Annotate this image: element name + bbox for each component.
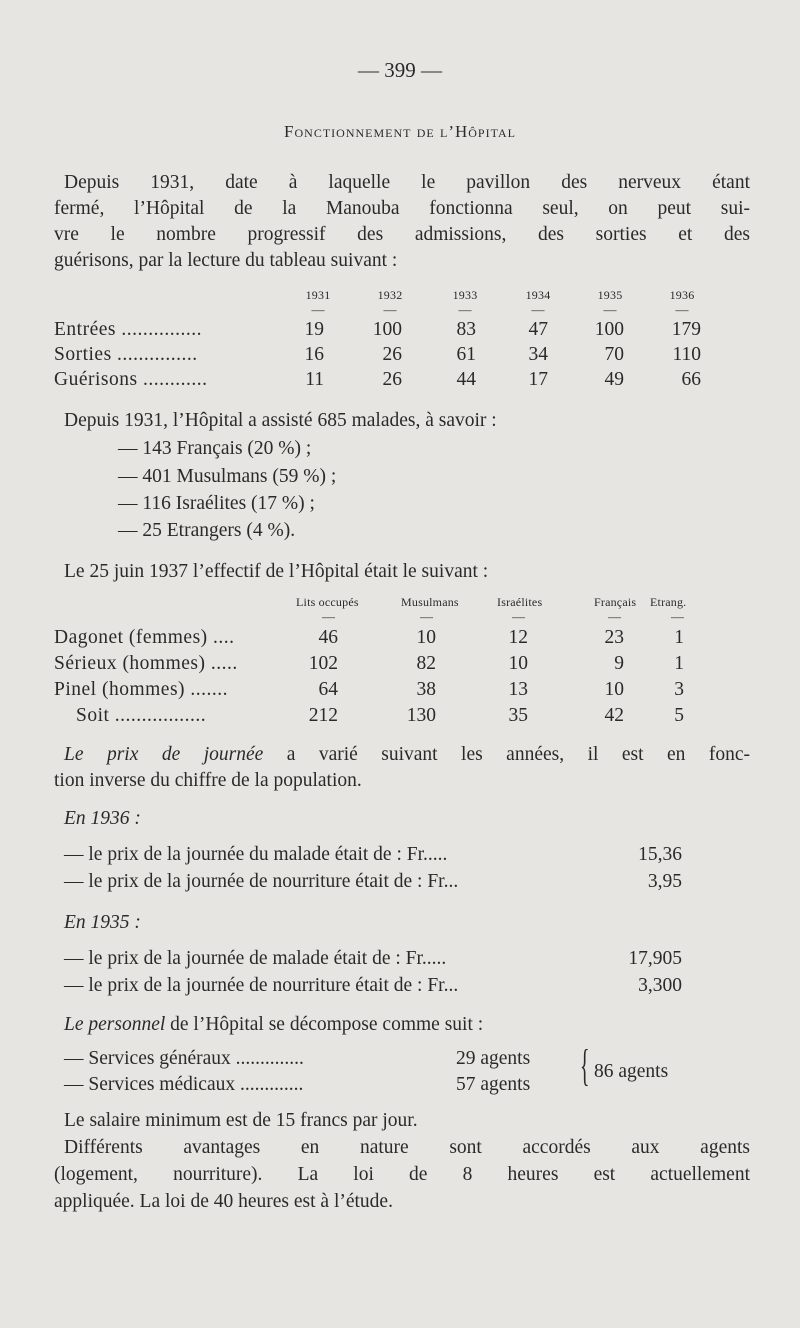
header-dash: — bbox=[675, 302, 689, 317]
cell: 100 bbox=[372, 319, 402, 340]
cell: 66 bbox=[681, 369, 701, 390]
page-number: — 399 — bbox=[358, 58, 442, 82]
cell: 110 bbox=[672, 344, 701, 365]
header-dash: — bbox=[603, 302, 617, 317]
row-label: Entrées ............... bbox=[54, 319, 202, 340]
cell: 46 bbox=[318, 627, 338, 648]
cell: 70 bbox=[604, 344, 624, 365]
cell: 38 bbox=[416, 679, 436, 700]
year-header: 1931 bbox=[305, 288, 331, 302]
prix-line-2: tion inverse du chiffre de la population. bbox=[54, 770, 362, 791]
cell: 42 bbox=[604, 705, 624, 726]
row-label: Dagonet (femmes) .... bbox=[54, 627, 235, 648]
agent-total: 86 agents bbox=[594, 1061, 669, 1082]
closing-line-3: (logement, nourriture). La loi de 8 heures est actuellement bbox=[54, 1164, 750, 1185]
cell: 26 bbox=[382, 369, 402, 390]
cell: 10 bbox=[508, 653, 528, 674]
price-value: 17,905 bbox=[628, 948, 682, 969]
cell: 179 bbox=[671, 319, 701, 340]
column-header: Israélites bbox=[497, 595, 543, 609]
cell: 11 bbox=[305, 369, 324, 390]
list-item: — 116 Israélites (17 %) ; bbox=[118, 493, 315, 514]
cell: 82 bbox=[416, 653, 436, 674]
cell: 1 bbox=[674, 653, 684, 674]
cell: 212 bbox=[308, 705, 338, 726]
column-header: Etrang. bbox=[650, 595, 687, 609]
cell: 61 bbox=[456, 344, 476, 365]
row-label: Soit ................. bbox=[76, 705, 207, 726]
intro-line-3: vre le nombre progressif des admissions, des sorties et des bbox=[54, 224, 750, 245]
intro-line-4: guérisons, par la lecture du tableau suivant : bbox=[54, 250, 398, 271]
intro-line-1: Depuis 1931, date à laquelle le pavillon des nerveux étant bbox=[64, 172, 750, 193]
header-dash: — bbox=[383, 302, 397, 317]
cell: 19 bbox=[304, 319, 324, 340]
cell: 35 bbox=[508, 705, 528, 726]
year-header: 1933 bbox=[452, 288, 478, 302]
cell: 47 bbox=[528, 319, 548, 340]
cell: 130 bbox=[406, 705, 436, 726]
header-dash: — bbox=[671, 609, 684, 624]
cell: 64 bbox=[318, 679, 338, 700]
price-value: 3,300 bbox=[638, 975, 682, 996]
cell: 26 bbox=[382, 344, 402, 365]
price-value: 15,36 bbox=[638, 844, 682, 865]
cell: 10 bbox=[416, 627, 436, 648]
cell: 16 bbox=[304, 344, 324, 365]
agent-count: 29 agents bbox=[456, 1048, 531, 1069]
cell: 100 bbox=[594, 319, 624, 340]
year-heading-1935: En 1935 : bbox=[64, 912, 141, 933]
year-header: 1935 bbox=[597, 288, 623, 302]
cell: 34 bbox=[528, 344, 548, 365]
effectif-intro: Le 25 juin 1937 l’effectif de l’Hôpital était le suivant : bbox=[64, 561, 489, 582]
header-dash: — bbox=[311, 302, 325, 317]
list-item: — 25 Etrangers (4 %). bbox=[118, 520, 296, 541]
list-item: — 401 Musulmans (59 %) ; bbox=[118, 466, 337, 487]
row-label: Pinel (hommes) ....... bbox=[54, 679, 229, 700]
header-dash: — bbox=[322, 609, 335, 624]
list-item: — 143 Français (20 %) ; bbox=[118, 438, 312, 459]
year-header: 1936 bbox=[669, 288, 695, 302]
header-dash: — bbox=[458, 302, 472, 317]
agent-count: 57 agents bbox=[456, 1074, 531, 1095]
cell: 102 bbox=[308, 653, 338, 674]
list-item: — Services généraux .............. bbox=[64, 1048, 304, 1069]
cell: 17 bbox=[528, 369, 548, 390]
cell: 10 bbox=[604, 679, 624, 700]
closing-line-2: Différents avantages en nature sont accordés aux agents bbox=[64, 1137, 750, 1158]
list-item: — le prix de la journée de malade était de : Fr..... bbox=[64, 948, 447, 969]
cell: 23 bbox=[604, 627, 624, 648]
brace-icon: { bbox=[580, 1041, 590, 1090]
prix-emphasis: Le prix de journée bbox=[64, 744, 264, 765]
list-item: — le prix de la journée de nourriture était de : Fr... bbox=[64, 871, 459, 892]
personnel-intro: Le personnel de l’Hôpital se décompose comme suit : bbox=[64, 1014, 484, 1035]
column-header: Musulmans bbox=[401, 595, 459, 609]
price-value: 3,95 bbox=[647, 871, 682, 892]
list-item: — le prix de la journée du malade était de : Fr..... bbox=[64, 844, 448, 865]
header-dash: — bbox=[608, 609, 621, 624]
year-heading-1936: En 1936 : bbox=[64, 808, 141, 829]
cell: 3 bbox=[674, 679, 684, 700]
closing-line-1: Le salaire minimum est de 15 francs par jour. bbox=[64, 1110, 418, 1131]
cell: 44 bbox=[456, 369, 476, 390]
prix-line-1: Le prix de journée a varié suivant les années, il est en fonc- bbox=[64, 744, 750, 765]
cell: 5 bbox=[674, 705, 684, 726]
cell: 9 bbox=[614, 653, 624, 674]
list-item: — Services médicaux ............. bbox=[64, 1074, 304, 1095]
header-dash: — bbox=[512, 609, 525, 624]
column-header: Français bbox=[594, 595, 637, 609]
year-header: 1932 bbox=[377, 288, 403, 302]
cell: 83 bbox=[456, 319, 476, 340]
intro-line-2: fermé, l’Hôpital de la Manouba fonctionna seul, on peut sui- bbox=[54, 198, 750, 219]
header-dash: — bbox=[531, 302, 545, 317]
year-header: 1934 bbox=[525, 288, 551, 302]
row-label: Sorties ............... bbox=[54, 344, 198, 365]
page-title: Fonctionnement de l’Hôpital bbox=[284, 122, 516, 141]
closing-line-4: appliquée. La loi de 40 heures est à l’étude. bbox=[54, 1191, 393, 1212]
list-item: — le prix de la journée de nourriture était de : Fr... bbox=[64, 975, 459, 996]
cell: 1 bbox=[674, 627, 684, 648]
cell: 13 bbox=[508, 679, 528, 700]
header-dash: — bbox=[420, 609, 433, 624]
cell: 49 bbox=[604, 369, 624, 390]
row-label: Sérieux (hommes) ..... bbox=[54, 653, 238, 674]
cell: 12 bbox=[508, 627, 528, 648]
column-header: Lits occupés bbox=[296, 595, 359, 609]
patients-intro: Depuis 1931, l’Hôpital a assisté 685 malades, à savoir : bbox=[64, 410, 497, 431]
row-label: Guérisons ............ bbox=[54, 369, 208, 390]
